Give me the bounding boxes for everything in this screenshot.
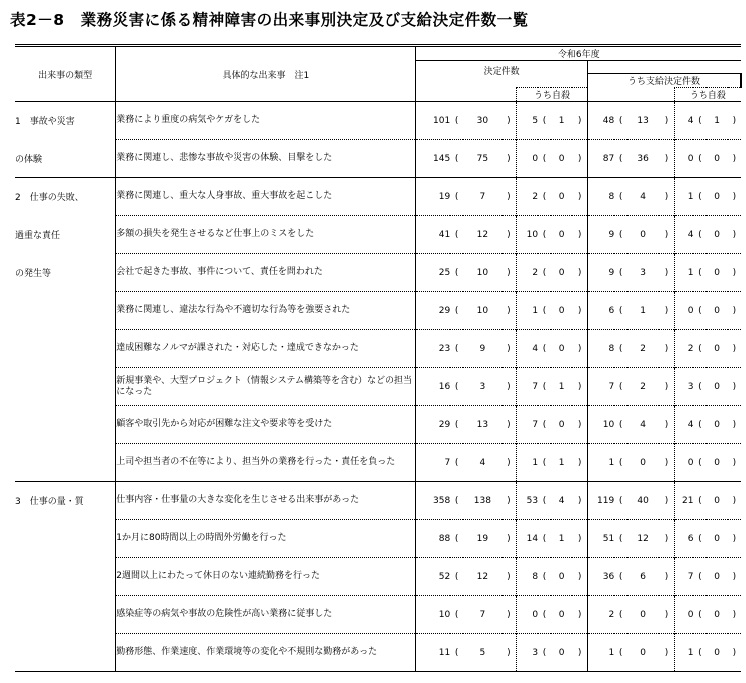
count-sub-value: 0 xyxy=(551,596,572,634)
category-cell xyxy=(15,444,116,482)
open-paren: ( xyxy=(538,368,551,406)
count-value: 145 xyxy=(416,140,450,178)
open-paren: ( xyxy=(450,254,463,292)
open-paren: ( xyxy=(538,330,551,368)
count-value: 48 xyxy=(587,102,614,140)
open-paren: ( xyxy=(693,482,706,520)
count-sub-value: 1 xyxy=(551,368,572,406)
open-paren: ( xyxy=(538,520,551,558)
count-value: 16 xyxy=(416,368,450,406)
open-paren: ( xyxy=(614,634,627,672)
open-paren: ( xyxy=(450,140,463,178)
category-cell xyxy=(15,596,116,634)
count-sub-value: 138 xyxy=(463,482,502,520)
count-value: 51 xyxy=(587,520,614,558)
count-value: 6 xyxy=(587,292,614,330)
count-sub-value: 0 xyxy=(706,482,727,520)
open-paren: ( xyxy=(538,444,551,482)
count-sub-value: 5 xyxy=(463,634,502,672)
open-paren: ( xyxy=(538,178,551,216)
category-cell: 2 仕事の失敗、 xyxy=(15,178,116,216)
header-decisions: 決定件数 xyxy=(483,67,520,77)
table-row xyxy=(15,520,741,558)
count-value: 29 xyxy=(416,406,450,444)
count-value: 1 xyxy=(517,292,538,330)
count-value: 8 xyxy=(587,178,614,216)
count-sub-value: 0 xyxy=(627,596,659,634)
open-paren: ( xyxy=(450,558,463,596)
count-value: 3 xyxy=(517,634,538,672)
header-year: 令和6年度 xyxy=(416,46,741,61)
category-cell xyxy=(15,368,116,406)
count-sub-value: 4 xyxy=(627,178,659,216)
open-paren: ( xyxy=(693,634,706,672)
count-sub-value: 4 xyxy=(627,406,659,444)
event-description: 業務に関連し、違法な行為や不適切な行為等を強要された xyxy=(116,292,416,330)
count-sub-value: 3 xyxy=(627,254,659,292)
count-sub-value: 0 xyxy=(551,292,572,330)
header-category: 出来事の類型 xyxy=(15,46,116,102)
category-cell: 1 事故や災害 xyxy=(15,102,116,140)
close-paren: ) xyxy=(659,102,674,140)
close-paren: ) xyxy=(572,596,587,634)
open-paren: ( xyxy=(538,292,551,330)
count-sub-value: 10 xyxy=(463,254,502,292)
header-suicide: うち自殺 xyxy=(517,88,588,102)
count-value: 7 xyxy=(517,406,538,444)
count-sub-value: 4 xyxy=(463,444,502,482)
count-sub-value: 9 xyxy=(463,330,502,368)
open-paren: ( xyxy=(693,330,706,368)
count-sub-value: 7 xyxy=(463,596,502,634)
event-description: 仕事内容・仕事量の大きな変化を生じさせる出来事があった xyxy=(116,482,416,520)
count-sub-value: 36 xyxy=(627,140,659,178)
count-sub-value: 0 xyxy=(627,634,659,672)
close-paren: ) xyxy=(572,558,587,596)
count-value: 5 xyxy=(517,102,538,140)
close-paren: ) xyxy=(502,178,517,216)
count-value: 7 xyxy=(674,558,693,596)
close-paren: ) xyxy=(728,330,741,368)
count-value: 0 xyxy=(517,140,538,178)
count-sub-value: 0 xyxy=(551,254,572,292)
open-paren: ( xyxy=(614,482,627,520)
open-paren: ( xyxy=(614,558,627,596)
open-paren: ( xyxy=(538,102,551,140)
count-sub-value: 0 xyxy=(551,634,572,672)
open-paren: ( xyxy=(450,368,463,406)
open-paren: ( xyxy=(614,254,627,292)
close-paren: ) xyxy=(728,140,741,178)
count-value: 0 xyxy=(674,140,693,178)
open-paren: ( xyxy=(450,520,463,558)
table-row xyxy=(15,330,741,368)
table-row xyxy=(15,178,741,216)
close-paren: ) xyxy=(502,406,517,444)
open-paren: ( xyxy=(538,482,551,520)
close-paren: ) xyxy=(502,596,517,634)
close-paren: ) xyxy=(728,520,741,558)
close-paren: ) xyxy=(728,482,741,520)
close-paren: ) xyxy=(728,634,741,672)
count-value: 0 xyxy=(674,444,693,482)
event-description: 感染症等の病気や事故の危険性が高い業務に従事した xyxy=(116,596,416,634)
header-event: 具体的な出来事 注1 xyxy=(116,46,416,102)
count-sub-value: 3 xyxy=(463,368,502,406)
open-paren: ( xyxy=(450,444,463,482)
count-sub-value: 0 xyxy=(706,406,727,444)
count-value: 41 xyxy=(416,216,450,254)
count-value: 2 xyxy=(517,178,538,216)
count-sub-value: 19 xyxy=(463,520,502,558)
open-paren: ( xyxy=(614,140,627,178)
open-paren: ( xyxy=(450,482,463,520)
count-value: 19 xyxy=(416,178,450,216)
count-sub-value: 2 xyxy=(627,330,659,368)
close-paren: ) xyxy=(572,520,587,558)
close-paren: ) xyxy=(728,406,741,444)
open-paren: ( xyxy=(538,406,551,444)
count-sub-value: 13 xyxy=(463,406,502,444)
count-sub-value: 12 xyxy=(463,216,502,254)
category-cell xyxy=(15,406,116,444)
count-sub-value: 0 xyxy=(551,406,572,444)
close-paren: ) xyxy=(659,178,674,216)
table-row xyxy=(15,254,741,292)
count-sub-value: 0 xyxy=(706,634,727,672)
table-row xyxy=(15,444,741,482)
count-sub-value: 0 xyxy=(706,558,727,596)
open-paren: ( xyxy=(614,596,627,634)
count-sub-value: 0 xyxy=(706,254,727,292)
count-value: 0 xyxy=(674,596,693,634)
close-paren: ) xyxy=(502,330,517,368)
close-paren: ) xyxy=(502,254,517,292)
count-value: 1 xyxy=(587,444,614,482)
table-row xyxy=(15,102,741,140)
count-value: 7 xyxy=(517,368,538,406)
close-paren: ) xyxy=(659,406,674,444)
close-paren: ) xyxy=(728,558,741,596)
event-description: 多額の損失を発生させるなど仕事上のミスをした xyxy=(116,216,416,254)
open-paren: ( xyxy=(450,216,463,254)
close-paren: ) xyxy=(502,520,517,558)
count-sub-value: 1 xyxy=(627,292,659,330)
open-paren: ( xyxy=(450,406,463,444)
count-sub-value: 0 xyxy=(706,520,727,558)
category-cell xyxy=(15,558,116,596)
count-value: 14 xyxy=(517,520,538,558)
table-row xyxy=(15,634,741,672)
open-paren: ( xyxy=(693,444,706,482)
close-paren: ) xyxy=(659,444,674,482)
close-paren: ) xyxy=(572,216,587,254)
count-value: 88 xyxy=(416,520,450,558)
count-value: 21 xyxy=(674,482,693,520)
event-description: 業務に関連し、重大な人身事故、重大事故を起こした xyxy=(116,178,416,216)
count-value: 2 xyxy=(517,254,538,292)
open-paren: ( xyxy=(693,102,706,140)
table-row xyxy=(15,482,741,520)
close-paren: ) xyxy=(572,102,587,140)
close-paren: ) xyxy=(728,178,741,216)
close-paren: ) xyxy=(659,140,674,178)
count-sub-value: 0 xyxy=(706,368,727,406)
count-sub-value: 0 xyxy=(706,140,727,178)
count-sub-value: 2 xyxy=(627,368,659,406)
table-row xyxy=(15,140,741,178)
count-value: 8 xyxy=(517,558,538,596)
open-paren: ( xyxy=(614,102,627,140)
event-description: 上司や担当者の不在等により、担当外の業務を行った・責任を負った xyxy=(116,444,416,482)
count-value: 1 xyxy=(674,254,693,292)
open-paren: ( xyxy=(450,596,463,634)
close-paren: ) xyxy=(502,634,517,672)
open-paren: ( xyxy=(614,292,627,330)
close-paren: ) xyxy=(659,558,674,596)
close-paren: ) xyxy=(659,520,674,558)
category-cell: 過重な責任 xyxy=(15,231,61,241)
count-value: 8 xyxy=(587,330,614,368)
category-cell: の体験 xyxy=(15,154,43,165)
open-paren: ( xyxy=(450,330,463,368)
open-paren: ( xyxy=(614,178,627,216)
category-cell: 3 仕事の量・質 xyxy=(15,482,116,520)
open-paren: ( xyxy=(693,596,706,634)
close-paren: ) xyxy=(572,178,587,216)
open-paren: ( xyxy=(693,292,706,330)
close-paren: ) xyxy=(502,102,517,140)
close-paren: ) xyxy=(659,596,674,634)
category-cell: の発生等 xyxy=(15,269,52,279)
open-paren: ( xyxy=(614,444,627,482)
close-paren: ) xyxy=(572,406,587,444)
close-paren: ) xyxy=(728,596,741,634)
close-paren: ) xyxy=(728,254,741,292)
count-value: 1 xyxy=(674,178,693,216)
event-description: 業務により重度の病気やケガをした xyxy=(116,102,416,140)
close-paren: ) xyxy=(572,444,587,482)
count-value: 10 xyxy=(416,596,450,634)
decision-table xyxy=(15,44,742,672)
close-paren: ) xyxy=(728,216,741,254)
close-paren: ) xyxy=(502,140,517,178)
close-paren: ) xyxy=(572,330,587,368)
close-paren: ) xyxy=(728,368,741,406)
close-paren: ) xyxy=(502,444,517,482)
count-value: 25 xyxy=(416,254,450,292)
count-sub-value: 0 xyxy=(706,444,727,482)
count-value: 36 xyxy=(587,558,614,596)
close-paren: ) xyxy=(659,254,674,292)
count-value: 358 xyxy=(416,482,450,520)
close-paren: ) xyxy=(572,368,587,406)
table-row xyxy=(15,558,741,596)
count-sub-value: 0 xyxy=(706,596,727,634)
close-paren: ) xyxy=(502,558,517,596)
count-value: 7 xyxy=(587,368,614,406)
count-value: 23 xyxy=(416,330,450,368)
open-paren: ( xyxy=(693,140,706,178)
count-sub-value: 0 xyxy=(706,178,727,216)
open-paren: ( xyxy=(693,178,706,216)
count-sub-value: 1 xyxy=(551,444,572,482)
open-paren: ( xyxy=(614,368,627,406)
count-sub-value: 0 xyxy=(551,330,572,368)
count-sub-value: 13 xyxy=(627,102,659,140)
open-paren: ( xyxy=(538,140,551,178)
count-sub-value: 0 xyxy=(551,140,572,178)
open-paren: ( xyxy=(693,216,706,254)
open-paren: ( xyxy=(538,558,551,596)
open-paren: ( xyxy=(614,216,627,254)
count-value: 4 xyxy=(517,330,538,368)
table-row xyxy=(15,216,741,254)
close-paren: ) xyxy=(659,292,674,330)
header-paid-suicide: うち自殺 xyxy=(674,88,741,102)
count-sub-value: 40 xyxy=(627,482,659,520)
close-paren: ) xyxy=(502,482,517,520)
category-cell xyxy=(15,292,116,330)
open-paren: ( xyxy=(450,292,463,330)
event-description: 業務に関連し、悲惨な事故や災害の体験、目撃をした xyxy=(116,140,416,178)
count-value: 2 xyxy=(674,330,693,368)
open-paren: ( xyxy=(538,634,551,672)
count-sub-value: 75 xyxy=(463,140,502,178)
count-value: 4 xyxy=(674,406,693,444)
event-description: 2週間以上にわたって休日のない連続勤務を行った xyxy=(116,558,416,596)
close-paren: ) xyxy=(502,368,517,406)
count-value: 9 xyxy=(587,254,614,292)
open-paren: ( xyxy=(538,254,551,292)
count-sub-value: 0 xyxy=(551,558,572,596)
count-sub-value: 1 xyxy=(706,102,727,140)
close-paren: ) xyxy=(572,140,587,178)
table-row xyxy=(15,292,741,330)
count-sub-value: 0 xyxy=(706,330,727,368)
event-description: 新規事業や、大型プロジェクト（情報システム構築等を含む）などの担当になった xyxy=(116,368,416,406)
open-paren: ( xyxy=(614,406,627,444)
count-sub-value: 0 xyxy=(627,216,659,254)
close-paren: ) xyxy=(502,292,517,330)
open-paren: ( xyxy=(693,368,706,406)
count-sub-value: 4 xyxy=(551,482,572,520)
count-value: 1 xyxy=(587,634,614,672)
count-sub-value: 0 xyxy=(706,216,727,254)
open-paren: ( xyxy=(693,520,706,558)
close-paren: ) xyxy=(659,368,674,406)
count-value: 11 xyxy=(416,634,450,672)
count-value: 10 xyxy=(517,216,538,254)
count-sub-value: 6 xyxy=(627,558,659,596)
open-paren: ( xyxy=(538,596,551,634)
event-description: 顧客や取引先から対応が困難な注文や要求等を受けた xyxy=(116,406,416,444)
category-cell xyxy=(15,330,116,368)
count-sub-value: 10 xyxy=(463,292,502,330)
count-value: 7 xyxy=(416,444,450,482)
event-description: 会社で起きた事故、事件について、責任を問われた xyxy=(116,254,416,292)
count-sub-value: 0 xyxy=(627,444,659,482)
close-paren: ) xyxy=(728,444,741,482)
open-paren: ( xyxy=(693,406,706,444)
open-paren: ( xyxy=(693,254,706,292)
table-row xyxy=(15,406,741,444)
open-paren: ( xyxy=(538,216,551,254)
count-value: 87 xyxy=(587,140,614,178)
close-paren: ) xyxy=(572,634,587,672)
open-paren: ( xyxy=(450,102,463,140)
category-cell xyxy=(15,634,116,672)
count-sub-value: 1 xyxy=(551,520,572,558)
count-value: 0 xyxy=(674,292,693,330)
close-paren: ) xyxy=(572,292,587,330)
count-sub-value: 12 xyxy=(463,558,502,596)
open-paren: ( xyxy=(614,520,627,558)
table-row xyxy=(15,368,741,406)
count-sub-value: 1 xyxy=(551,102,572,140)
count-value: 4 xyxy=(674,102,693,140)
open-paren: ( xyxy=(614,330,627,368)
open-paren: ( xyxy=(450,178,463,216)
count-value: 0 xyxy=(517,596,538,634)
count-sub-value: 12 xyxy=(627,520,659,558)
count-value: 52 xyxy=(416,558,450,596)
count-sub-value: 7 xyxy=(463,178,502,216)
event-description: 達成困難なノルマが課された・対応した・達成できなかった xyxy=(116,330,416,368)
count-value: 4 xyxy=(674,216,693,254)
count-sub-value: 0 xyxy=(551,178,572,216)
close-paren: ) xyxy=(659,330,674,368)
count-value: 29 xyxy=(416,292,450,330)
count-value: 1 xyxy=(674,634,693,672)
count-value: 9 xyxy=(587,216,614,254)
close-paren: ) xyxy=(572,482,587,520)
count-value: 10 xyxy=(587,406,614,444)
event-description: 勤務形態、作業速度、作業環境等の変化や不規則な勤務があった xyxy=(116,634,416,672)
count-sub-value: 0 xyxy=(551,216,572,254)
close-paren: ) xyxy=(728,292,741,330)
count-value: 2 xyxy=(587,596,614,634)
event-description: 1か月に80時間以上の時間外労働を行った xyxy=(116,520,416,558)
close-paren: ) xyxy=(572,254,587,292)
count-value: 101 xyxy=(416,102,450,140)
count-sub-value: 30 xyxy=(463,102,502,140)
table-row xyxy=(15,596,741,634)
count-value: 1 xyxy=(517,444,538,482)
count-value: 6 xyxy=(674,520,693,558)
close-paren: ) xyxy=(659,216,674,254)
header-paid: うち支給決定件数 xyxy=(587,74,741,88)
close-paren: ) xyxy=(502,216,517,254)
close-paren: ) xyxy=(728,102,741,140)
count-value: 53 xyxy=(517,482,538,520)
close-paren: ) xyxy=(659,634,674,672)
page-title: 表2－8 業務災害に係る精神障害の出来事別決定及び支給決定件数一覧 xyxy=(10,11,529,29)
category-cell xyxy=(15,520,116,558)
open-paren: ( xyxy=(693,558,706,596)
count-sub-value: 0 xyxy=(706,292,727,330)
count-value: 119 xyxy=(587,482,614,520)
close-paren: ) xyxy=(659,482,674,520)
open-paren: ( xyxy=(450,634,463,672)
count-value: 3 xyxy=(674,368,693,406)
